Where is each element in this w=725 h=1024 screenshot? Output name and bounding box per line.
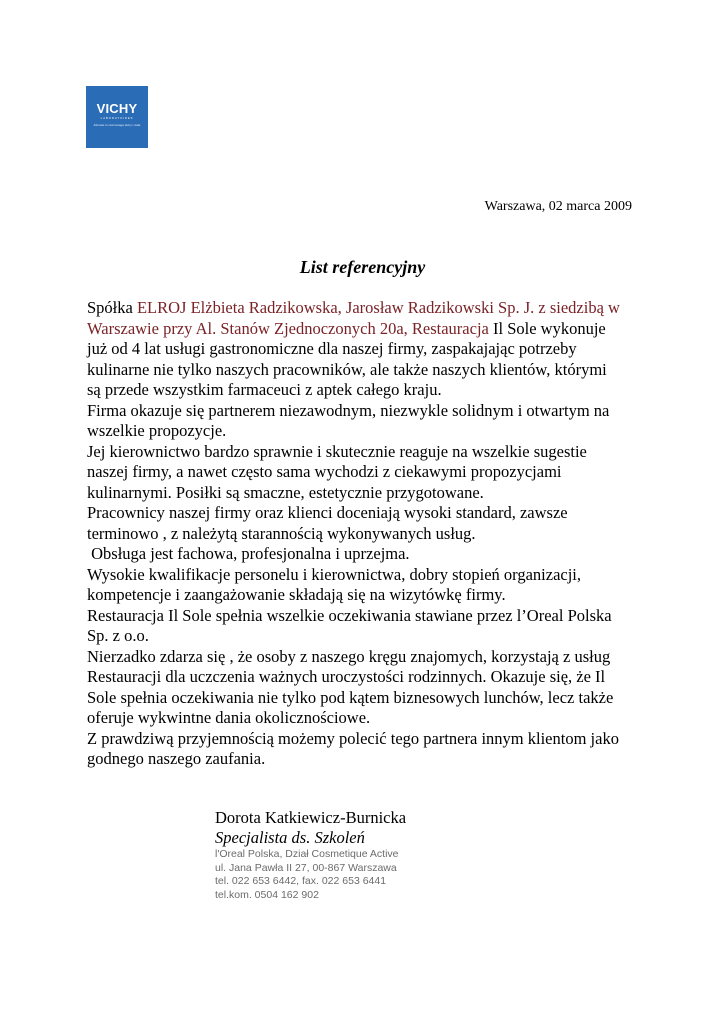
signer-mobile: tel.kom. 0504 162 902: [215, 888, 319, 901]
body-line: Restauracja Il Sole spełnia wszelkie oczekiwania stawiane przez l’Oreal Polska: [87, 605, 612, 625]
letter-body: [87, 298, 647, 770]
body-line: Obsługa jest fachowa, profesjonalna i uprzejma.: [87, 544, 410, 563]
signer-role: Specjalista ds. Szkoleń: [215, 828, 365, 847]
signer-company: l'Oreal Polska, Dział Cosmetique Active: [215, 848, 399, 860]
body-line: [87, 298, 647, 319]
logo-subtitle: LABORATOIRES: [100, 116, 134, 120]
signer-name: Dorota Katkiewicz-Burnicka: [215, 808, 407, 827]
vichy-logo: [86, 86, 148, 148]
signer-phone: tel. 022 653 6442, fax. 022 653 6441: [215, 875, 387, 887]
body-line: terminowo , z należytą starannością wykonywanych usług.: [87, 523, 476, 543]
body-line: Wysokie kwalifikacje personelu i kierownictwa, dobry stopień organizacji,: [87, 564, 582, 584]
body-line: już od 4 lat usługi gastronomiczne dla naszej firmy, zaspakajając potrzeby: [87, 339, 577, 358]
body-text-segment: Il Sole wykonuje: [488, 318, 606, 338]
body-line: Jej kierownictwo bardzo sprawnie i skutecznie reaguje na wszelkie sugestie: [87, 441, 587, 461]
body-line: Sp. z o.o.: [87, 626, 149, 645]
signer-address: ul. Jana Pawła II 27, 00-867 Warszawa: [215, 861, 397, 874]
body-line: [87, 319, 647, 340]
body-line: kompetencje i zaangażowanie składają się na wizytówkę firmy.: [87, 585, 506, 604]
letter-title: [0, 256, 725, 278]
letter-title-text: List referencyjny: [299, 257, 426, 277]
body-line: Restauracji dla uczczenia ważnych uroczystości rodzinnych. Okazuje się, że Il: [87, 667, 606, 686]
body-line: wszelkie propozycje.: [87, 421, 227, 440]
body-line: godnego naszego zaufania.: [87, 749, 266, 768]
body-line: Pracownicy naszej firmy oraz klienci doceniają wysoki standard, zawsze: [87, 503, 568, 522]
body-line: oferuje wykwintne dania okolicznościowe.: [87, 708, 371, 727]
signature-block: [215, 808, 515, 902]
body-text-segment: Spółka: [87, 298, 137, 317]
body-line: są przede wszystkim farmaceuci z aptek całego kraju.: [87, 380, 442, 399]
body-line: kulinarnymi. Posiłki są smaczne, estetycznie przygotowane.: [87, 482, 484, 502]
logo-tagline: Zdrowie to równowaga skóry i ciała: [93, 123, 141, 127]
company-address-highlight: Warszawie przy Al. Stanów Zjednoczonych 20a, Restauracja: [87, 318, 489, 338]
body-line: Sole spełnia oczekiwania nie tylko pod kątem biznesowych lunchów, lecz także: [87, 687, 614, 707]
body-line: Z prawdziwą przyjemnością możemy polecić tego partnera innym klientom jako: [87, 728, 619, 748]
body-line: Nierzadko zdarza się , że osoby z naszego kręgu znajomych, korzystają z usług: [87, 646, 611, 666]
letter-date: Warszawa, 02 marca 2009: [484, 199, 632, 214]
body-line: Firma okazuje się partnerem niezawodnym, niezwykle solidnym i otwartym na: [87, 400, 610, 420]
body-line: kulinarne nie tylko naszych pracowników, ale także naszych klientów, którymi: [87, 359, 607, 379]
logo-brand: VICHY: [96, 101, 138, 116]
body-line: naszej firmy, a nawet często sama wychodzi z ciekawymi propozycjami: [87, 462, 562, 481]
company-name-highlight: ELROJ Elżbieta Radzikowska, Jarosław Radzikowski Sp. J. z siedzibą w: [136, 298, 620, 317]
